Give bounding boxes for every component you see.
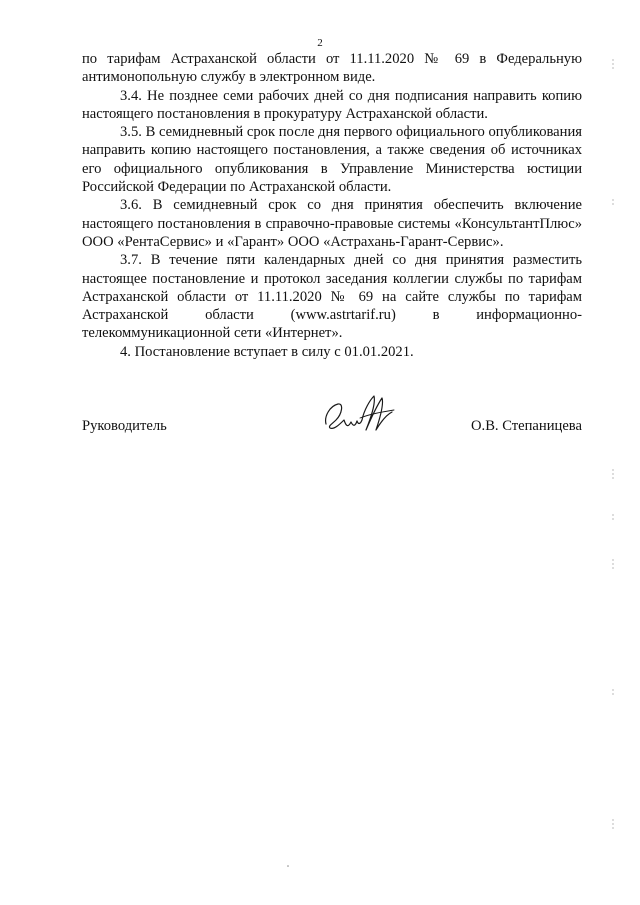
signatory-position: Руководитель (82, 418, 167, 434)
handwritten-signature (320, 390, 400, 440)
paragraph-3-6: 3.6. В семидневный срок со дня принятия обеспечить включение настоящего постановления в справочно-правовые системы «КонсультантПлюс» ООО «РентаСервис» и «Гарант» ООО «Астрахань-Гарант-Сервис». (82, 197, 582, 250)
paragraph-continuation: по тарифам Астраханской области от 11.11.2020 № 69 в Федеральную антимонопольную службу в электронном виде. (82, 51, 582, 86)
paragraph-4: 4. Постановление вступает в силу с 01.01.2021. (120, 343, 414, 360)
page-number: 2 (317, 37, 323, 49)
document-body (82, 50, 582, 361)
signature-block (82, 410, 582, 450)
paragraph-3-7: 3.7. В течение пяти календарных дней со дня принятия разместить настоящее постановление и протокол заседания коллегии службы по тарифам Астраханской области от 11.11.2020 № 69 на сайте службы по тарифам Астраханской области (www.astrtarif.ru) в информационно-телекоммуникационной сети «Интернет». (82, 252, 582, 342)
signatory-name: О.В. Степаницева (471, 418, 582, 434)
paragraph-3-4: 3.4. Не позднее семи рабочих дней со дня подписания направить копию настоящего постановления в прокуратуру Астраханской области. (82, 87, 582, 122)
paragraph-3-5: 3.5. В семидневный срок после дня первого официального опубликования направить копию настоящего постановления, а также сведения об источниках его официального опубликования в Управление Министерства юстиции Российской Федерации по Астраханской области. (82, 124, 582, 196)
